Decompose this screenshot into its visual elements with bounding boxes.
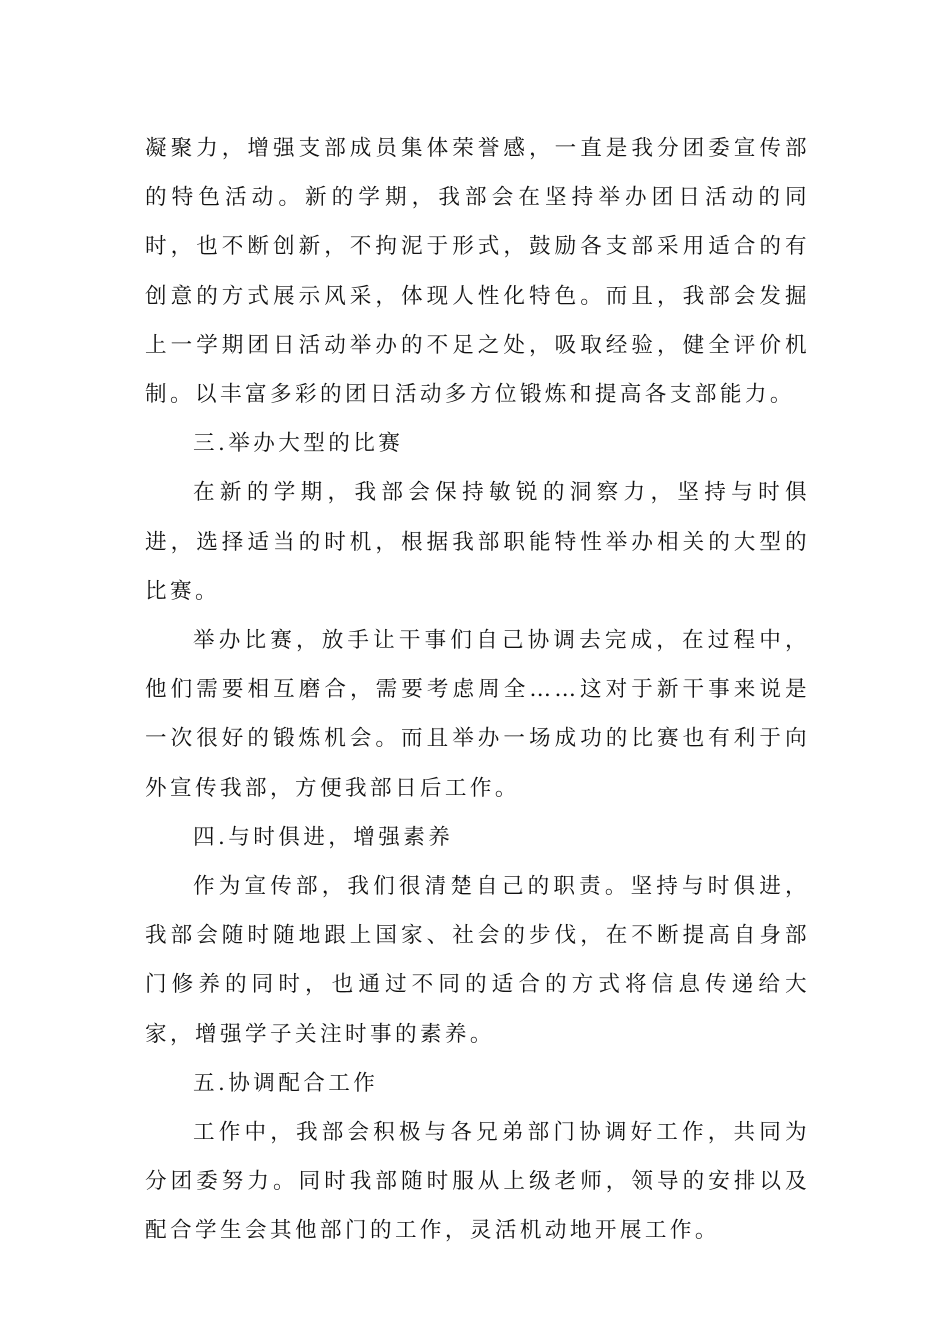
section-heading-3: 三.举办大型的比赛 — [193, 431, 404, 457]
body-paragraph: 凝聚力，增强支部成员集体荣誉感，一直是我分团委宣传部的特色活动。新的学期，我部会在坚持举办团日活动的同时，也不断创新，不拘泥于形式，鼓励各支部采用适合的有创意的方式展示风采，体现人性化特色。而且，我部会发掘上一学期团日活动举办的不足之处，吸取经验，健全评价机制。以丰富多彩的团日活动多方位锻炼和提高各支部能力。 — [145, 136, 810, 408]
section-heading-5: 五.协调配合工作 — [193, 1070, 379, 1096]
body-paragraph: 举办比赛，放手让干事们自己协调去完成，在过程中，他们需要相互磨合，需要考虑周全……这对于新干事来说是一次很好的锻炼机会。而且举办一场成功的比赛也有利于向外宣传我部，方便我部日后工作。 — [145, 628, 810, 801]
body-paragraph: 作为宣传部，我们很清楚自己的职责。坚持与时俱进，我部会随时随地跟上国家、社会的步伐，在不断提高自身部门修养的同时，也通过不同的适合的方式将信息传递给大家，增强学子关注时事的素养。 — [145, 874, 810, 1047]
body-paragraph: 工作中，我部会积极与各兄弟部门协调好工作，共同为分团委努力。同时我部随时服从上级老师，领导的安排以及配合学生会其他部门的工作，灵活机动地开展工作。 — [145, 1120, 810, 1244]
body-paragraph: 在新的学期，我部会保持敏锐的洞察力，坚持与时俱进，选择适当的时机，根据我部职能特性举办相关的大型的比赛。 — [145, 480, 810, 604]
section-heading-4: 四.与时俱进，增强素养 — [193, 824, 454, 850]
document-page — [145, 124, 810, 1256]
